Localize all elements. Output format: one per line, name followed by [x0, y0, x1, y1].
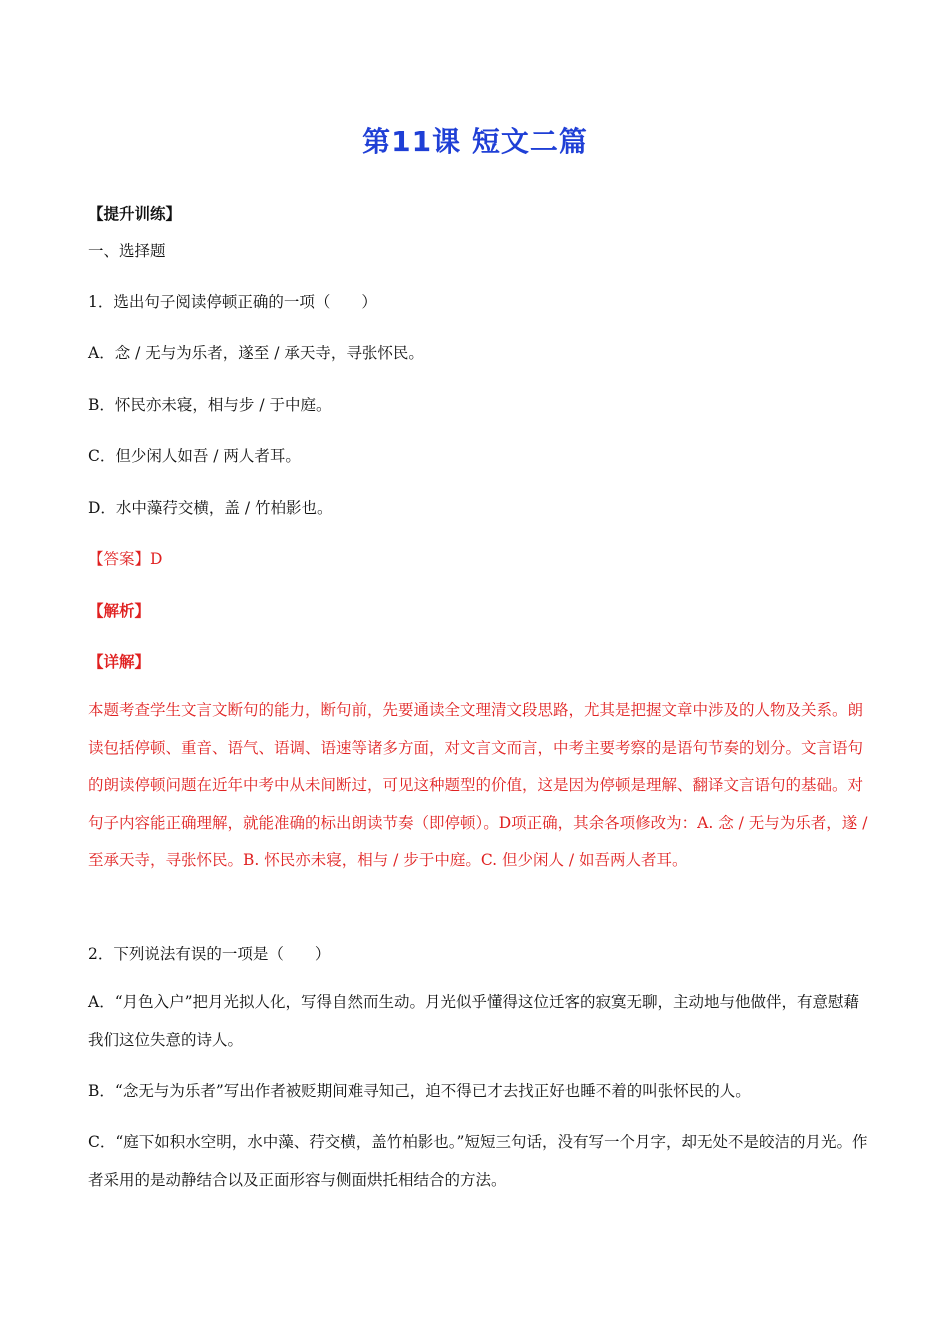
q1-option-a: A．念 / 无与为乐者，遂至 / 承天寺，寻张怀民。 [88, 344, 424, 362]
section-header: 【提升训练】 [88, 204, 182, 223]
section-type: 一、选择题 [88, 242, 166, 260]
q2-option-a: A．“月色入户”把月光拟人化，写得自然而生动。月光似乎懂得这位迁客的寂寞无聊，主动地与他做伴，有意慰藉我们这位失意的诗人。 [88, 993, 860, 1049]
q1-detail-label: 【详解】 [88, 652, 151, 671]
q1-answer: 【答案】D [88, 550, 163, 568]
q1-option-b: B．怀民亦未寝，相与步 / 于中庭。 [88, 396, 332, 414]
q2-option-c: C．“庭下如积水空明，水中藻、荇交横，盖竹柏影也。”短短三句话，没有写一个月字，却无处不是皎洁的月光。作者采用的是动静结合以及正面形容与侧面烘托相结合的方法。 [88, 1133, 868, 1189]
q1-option-d: D．水中藻荇交横，盖 / 竹柏影也。 [88, 499, 333, 517]
q2-option-b: B．“念无与为乐者”写出作者被贬期间难寻知己，迫不得已才去找正好也睡不着的叫张怀民的人。 [88, 1082, 751, 1100]
q1-detail-text: 本题考查学生文言文断句的能力，断句前，先要通读全文理清文段思路，尤其是把握文章中涉及的人物及关系。朗读包括停顿、重音、语气、语调、语速等诸多方面，对文言文而言，中考主要考察的是语句节奏的划分。文言语句的朗读停顿问题在近年中考中从未间断过，可见这种题型的价值，这是因为停顿是理解、翻译文言语句的基础。对句子内容能正确理解，就能准确的标出朗读节奏（即停顿）。D项正确，其余各项修改为：A. 念 / 无与为乐者，遂 / 至承天寺，寻张怀民。B. 怀民亦未寝，相与 / 步于中庭。C. 但少闲人 / 如吾两人者耳。 [88, 701, 868, 870]
q1-stem: 1．选出句子阅读停顿正确的一项（ ） [88, 293, 377, 311]
q2-stem: 2．下列说法有误的一项是（ ） [88, 945, 331, 963]
q1-option-c: C．但少闲人如吾 / 两人者耳。 [88, 447, 301, 465]
page-title: 第11课 短文二篇 [362, 125, 588, 158]
q1-analysis-label: 【解析】 [88, 601, 151, 620]
